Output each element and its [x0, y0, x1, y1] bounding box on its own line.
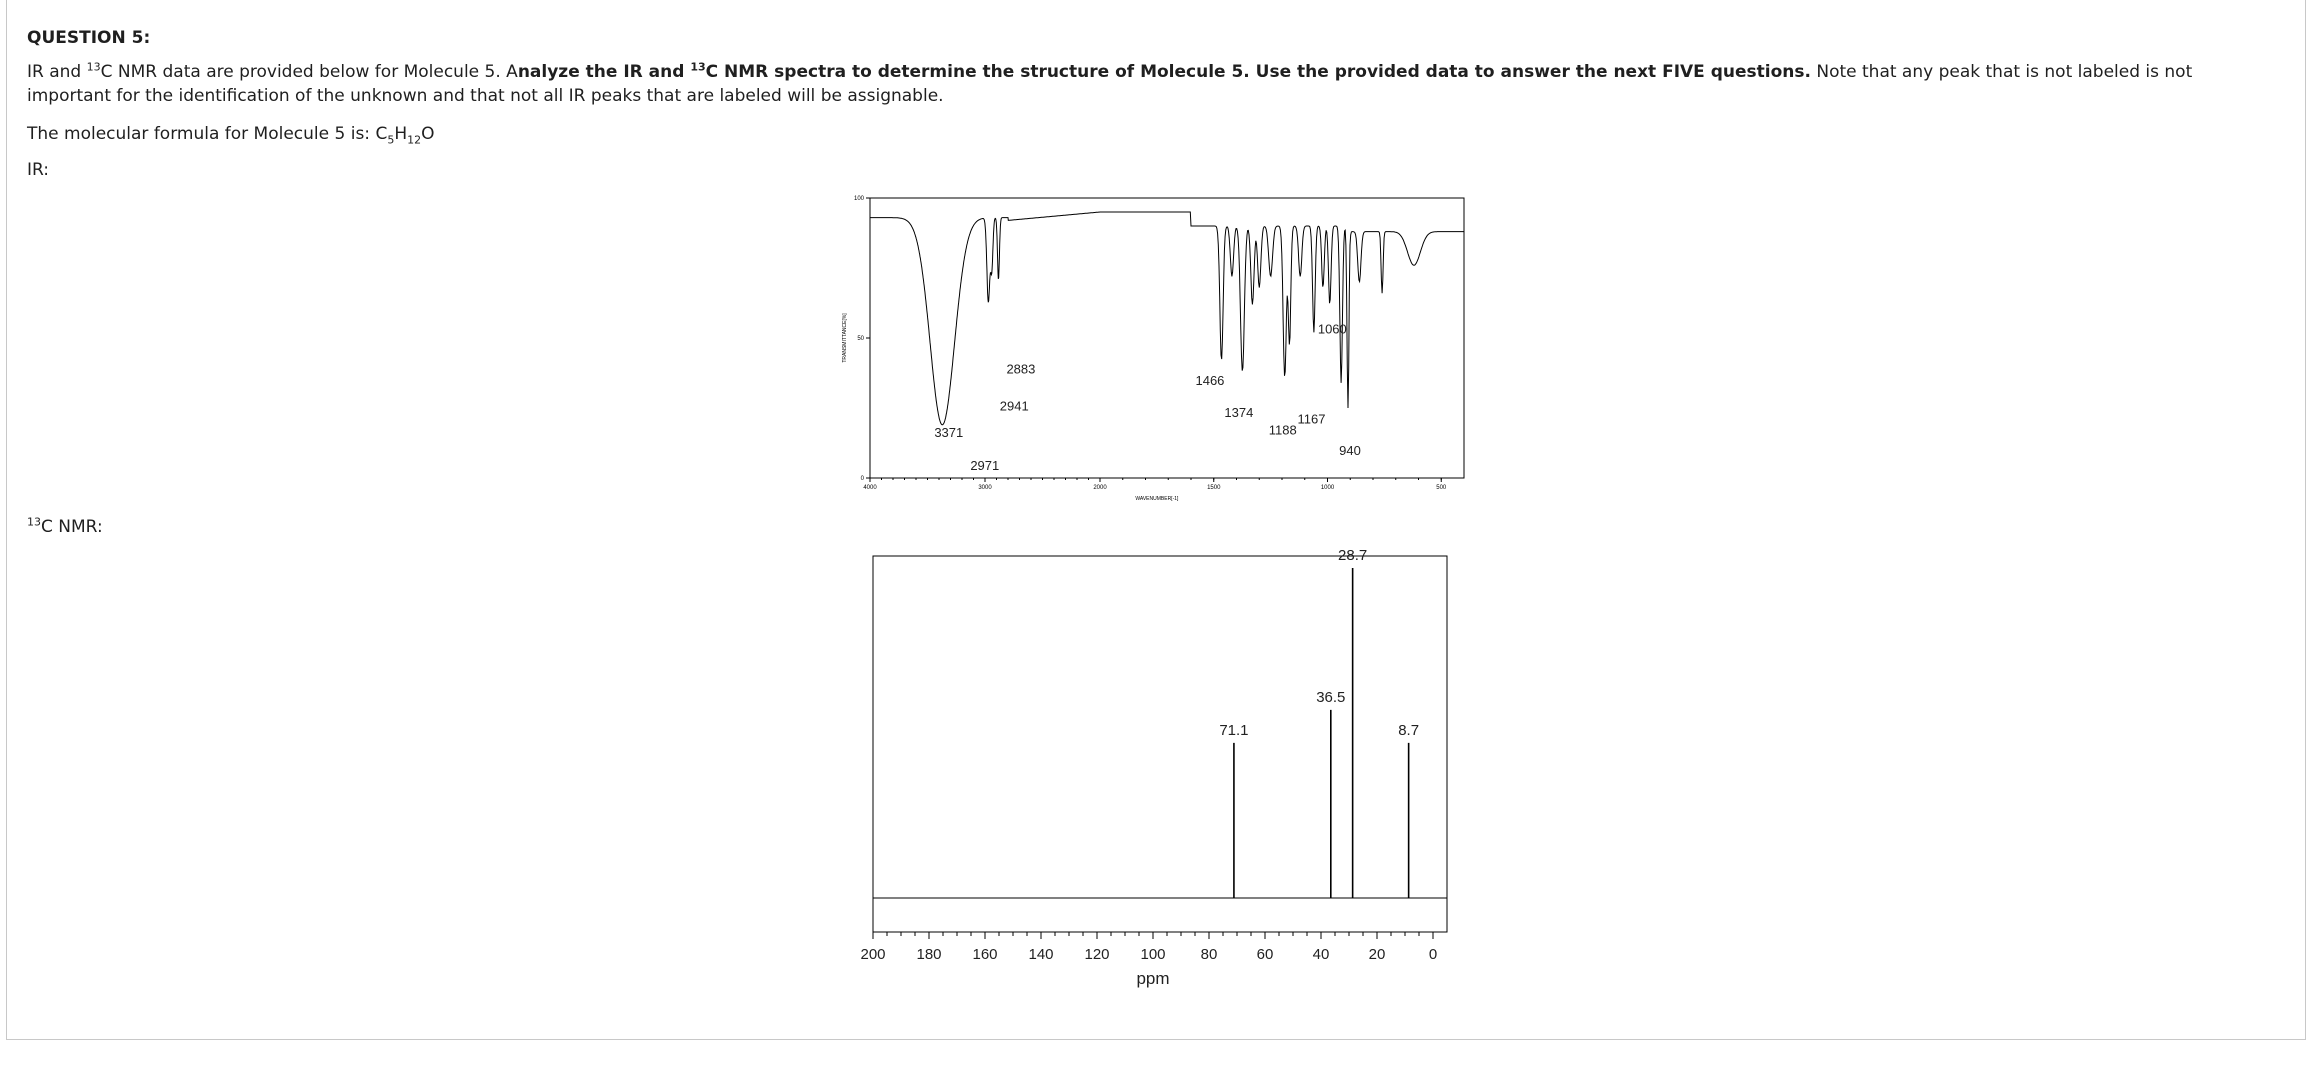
intro-bold-2: C NMR spectra to determine the structure of Molecule 5. Use the provided data to answer the next FIVE questions.	[705, 62, 1811, 82]
nmr-x-axis-label: ppm	[1136, 969, 1170, 988]
nmr-plot-frame	[873, 556, 1447, 932]
nmr-x-tick-label: 80	[1200, 946, 1218, 963]
nmr-x-tick-label: 160	[972, 946, 998, 963]
molecular-formula	[27, 122, 435, 146]
nmr-label	[27, 515, 103, 539]
ir-peak-label: 940	[1339, 443, 1361, 459]
ir-peak-label: 3371	[934, 424, 964, 440]
ir-y-tick-label: 100	[853, 196, 864, 202]
nmr-x-tick-label: 200	[860, 946, 886, 963]
formula-h: H	[394, 124, 408, 144]
ir-x-axis-label: WAVENUMBER[-1]	[1135, 496, 1179, 502]
ir-x-tick-label: 1000	[1320, 485, 1335, 491]
ir-x-tick-label: 3000	[978, 485, 992, 491]
nmr-x-tick-label: 120	[1084, 946, 1110, 963]
nmr-x-tick-label: 0	[1428, 946, 1438, 963]
ir-spectrum-trace	[870, 212, 1464, 425]
sup-13: 13	[86, 60, 101, 74]
ir-label: IR:	[27, 160, 50, 180]
formula-o: O	[421, 124, 435, 144]
intro-bold-1: nalyze the IR and	[517, 62, 691, 82]
nmr-peak-label: 71.1	[1219, 721, 1249, 739]
ir-peak-label: 2883	[1006, 361, 1036, 377]
ir-peak-label: 1188	[1268, 422, 1297, 438]
question-intro	[27, 60, 2277, 108]
nmr-sup-13: 13	[27, 515, 41, 529]
ir-peak-label: 2971	[970, 458, 1000, 473]
nmr-peak-label: 8.7	[1398, 721, 1420, 739]
ir-peak-label: 1060	[1317, 321, 1347, 337]
formula-c-sub: 5	[387, 133, 395, 147]
ir-y-tick-label: 0	[860, 476, 864, 482]
ir-peak-label: 2941	[999, 398, 1029, 414]
ir-peak-label: 1167	[1297, 411, 1326, 427]
ir-spectrum-chart	[836, 190, 1476, 510]
ir-x-tick-label: 500	[1436, 485, 1447, 491]
intro-mid: C NMR data are provided below for Molecule 5. A	[100, 62, 518, 82]
bold-sup-13: 13	[690, 60, 706, 74]
intro-prefix: IR and	[27, 62, 87, 82]
nmr-x-tick-label: 40	[1312, 946, 1330, 963]
ir-x-tick-label: 1500	[1207, 485, 1221, 491]
intro-rest: Note that any peak that is not labeled is not important for the identification of the unknown and that not all IR peaks that are labeled will be assignable.	[27, 62, 2193, 106]
nmr-x-tick-label: 180	[916, 946, 942, 963]
nmr-x-tick-label: 60	[1256, 946, 1274, 963]
formula-h-sub: 12	[407, 133, 422, 147]
nmr-peak-label: 36.5	[1316, 688, 1346, 706]
ir-y-tick-label: 50	[857, 336, 864, 342]
ir-x-tick-label: 4000	[863, 485, 877, 491]
nmr-x-tick-label: 100	[1140, 946, 1166, 963]
question-title: QUESTION 5:	[27, 28, 151, 48]
nmr-x-tick-label: 20	[1368, 946, 1386, 963]
ir-x-tick-label: 2000	[1093, 485, 1107, 491]
formula-prefix: The molecular formula for Molecule 5 is: C	[27, 124, 388, 144]
nmr-label-text: C NMR:	[41, 517, 103, 537]
ir-peak-label: 1374	[1224, 405, 1254, 421]
nmr-peak-label: 28.7	[1338, 548, 1368, 564]
nmr-x-tick-label: 140	[1028, 946, 1054, 963]
ir-peak-label: 1466	[1195, 373, 1225, 389]
ir-y-axis-label: TRANSMITTANCE[%]	[842, 313, 848, 363]
nmr-spectrum-chart	[846, 548, 1486, 1008]
